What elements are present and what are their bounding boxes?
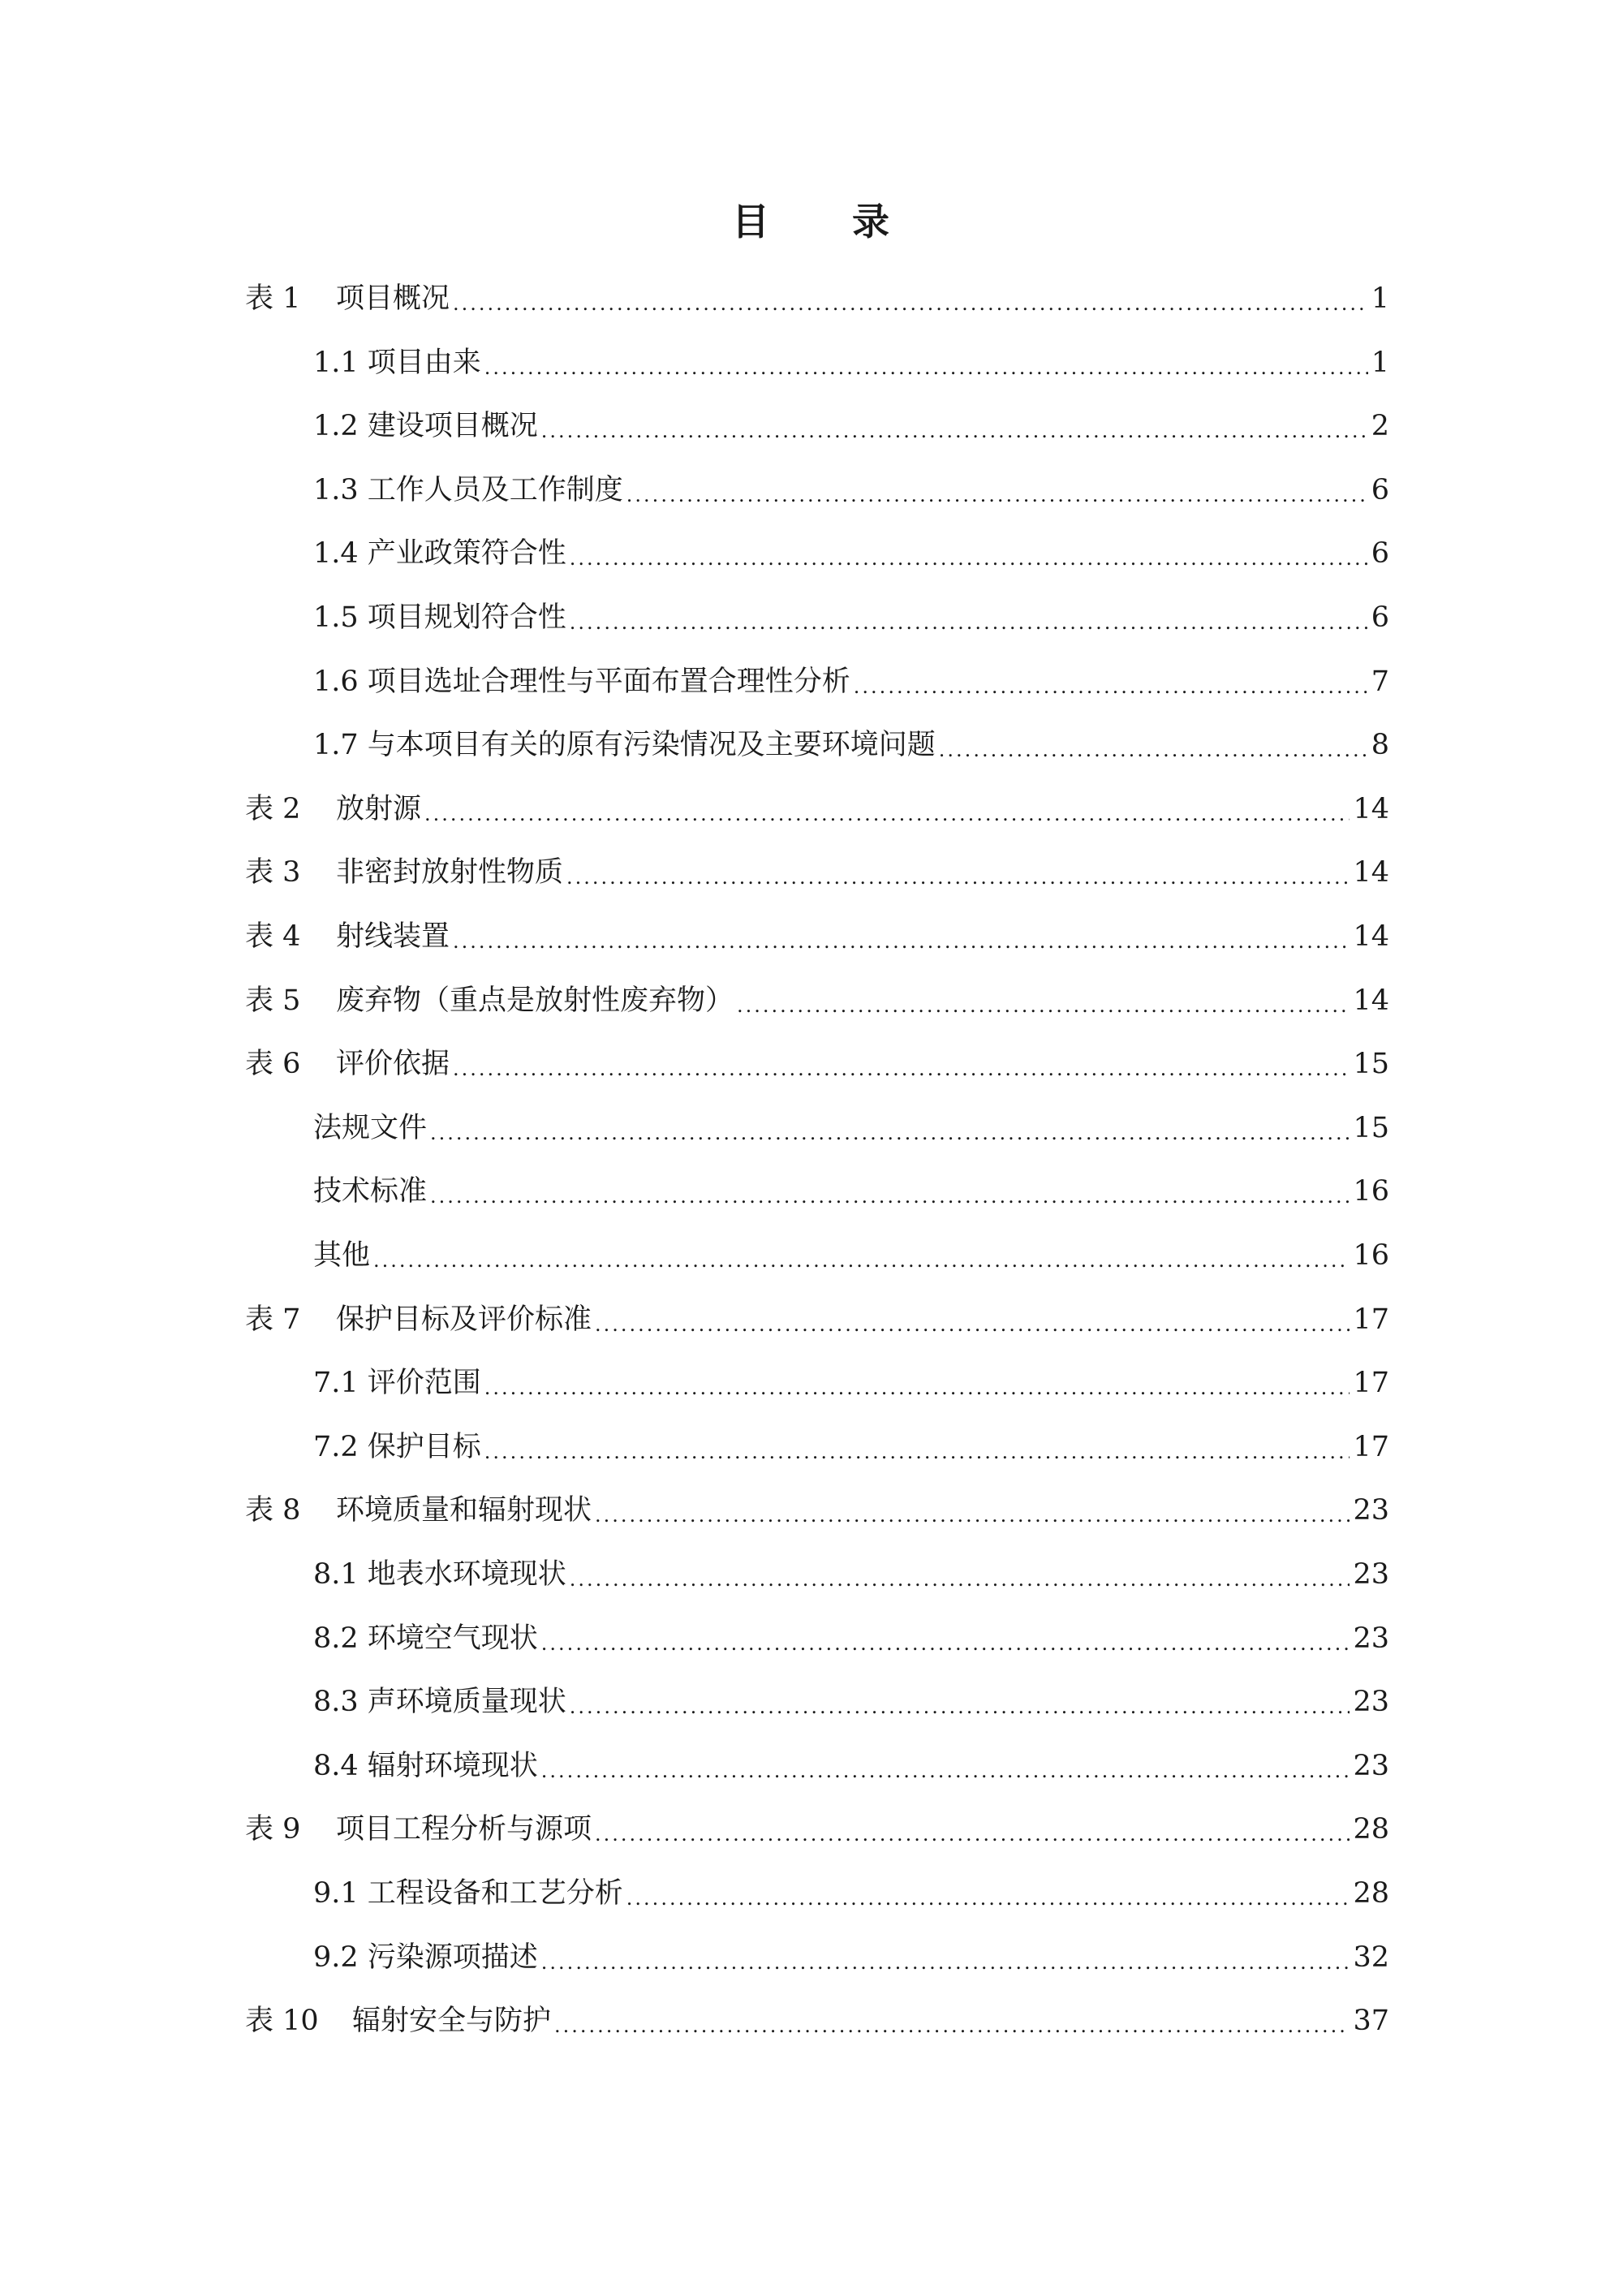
toc-dot-leader [595,1302,1350,1338]
toc-dot-leader [595,1811,1350,1847]
toc-entry-label [245,791,421,827]
toc-entry-label [313,1110,427,1146]
toc-entry-label [313,1238,370,1273]
toc-page-number: 6 [1371,601,1389,634]
toc-entry-label [245,1811,592,1847]
toc-dot-leader [737,983,1350,1019]
toc-dot-leader [373,1238,1350,1273]
toc-entry-label [245,855,563,890]
toc-entry-table-number: 表 9 [245,1813,301,1846]
toc-page-number: 17 [1353,1431,1389,1463]
toc-entry[interactable] [245,1480,1389,1528]
toc-entry-label [313,1621,538,1656]
toc-entry-title: 其他 [313,1239,371,1272]
toc-dot-leader [424,791,1350,827]
toc-entry-table-number: 表 6 [245,1048,301,1080]
toc-page-number: 23 [1353,1558,1389,1591]
toc-entry-title: 废弃物（重点是放射性废弃物） [336,984,734,1017]
toc-entry-label [245,281,450,317]
toc-dot-leader [626,472,1368,508]
toc-entry-table-number: 表 3 [245,856,301,889]
toc-entry-title: 项目工程分析与源项 [336,1813,592,1846]
toc-entry-title: 射线装置 [336,920,450,953]
toc-dot-leader [541,1621,1350,1656]
toc-entry[interactable] [313,1927,1389,1975]
toc-dot-leader [566,855,1350,890]
toc-dot-leader [484,1365,1350,1401]
toc-page-number: 8 [1371,729,1389,761]
toc-entry[interactable] [313,395,1389,444]
toc-entry-table-number: 表 4 [245,920,301,953]
toc-entry-title: 1.4 产业政策符合性 [313,537,566,570]
toc-entry-title: 7.1 评价范围 [313,1367,481,1399]
toc-page-number: 23 [1353,1750,1389,1782]
toc-entry-label [313,600,566,635]
toc-entry[interactable] [313,1735,1389,1784]
toc-entry[interactable] [245,778,1389,827]
toc-entry-title: 8.2 环境空气现状 [313,1622,538,1655]
toc-entry[interactable] [313,1416,1389,1465]
toc-page-number: 7 [1371,666,1389,698]
toc-entry-label [313,1557,566,1592]
toc-page-number: 16 [1353,1175,1389,1208]
toc-entry-label [313,1940,538,1975]
toc-entry-title: 环境质量和辐射现状 [336,1494,592,1527]
toc-entry-label [313,345,481,381]
toc-page-number: 15 [1353,1048,1389,1080]
toc-entry-title: 技术标准 [313,1175,428,1208]
toc-entry[interactable] [245,842,1389,890]
toc-entry-title: 7.2 保护目标 [313,1431,481,1463]
toc-entry[interactable] [313,1608,1389,1656]
toc-entry-title: 非密封放射性物质 [336,856,564,889]
toc-dot-leader [626,1876,1350,1911]
toc-entry-table-number: 表 1 [245,282,301,315]
title-char-left: 目 [732,200,771,243]
toc-page-number: 2 [1371,410,1389,442]
toc-entry-label [313,1876,623,1911]
toc-entry-title: 1.6 项目选址合理性与平面布置合理性分析 [313,666,850,698]
toc-page-number: 28 [1353,1877,1389,1910]
toc-entry-label [313,1174,427,1209]
toc-entry-title: 放射源 [336,793,422,825]
toc-page-number: 32 [1353,1941,1389,1974]
toc-entry-label [313,408,538,444]
toc-entry[interactable] [313,1225,1389,1273]
toc-entry-title: 8.3 声环境质量现状 [313,1686,566,1718]
toc-entry[interactable] [245,970,1389,1019]
toc-dot-leader [430,1110,1350,1146]
toc-entry[interactable] [313,1863,1389,1911]
toc-page-number: 6 [1371,537,1389,570]
toc-page-number: 1 [1371,282,1389,315]
toc-dot-leader [484,345,1368,381]
toc-dot-leader [570,1557,1350,1592]
toc-entry[interactable] [313,587,1389,635]
page-title [0,193,1623,250]
toc-page-number: 23 [1353,1686,1389,1718]
toc-entry[interactable] [245,906,1389,954]
toc-entry[interactable] [313,1544,1389,1592]
toc-dot-leader [554,2003,1350,2039]
toc-entry-title: 1.1 项目由来 [313,347,481,379]
toc-entry-table-number: 表 10 [245,2005,319,2037]
toc-entry-label [313,664,850,700]
toc-entry-label [245,1302,592,1338]
toc-entry[interactable] [245,268,1389,317]
toc-entry[interactable] [313,523,1389,571]
toc-entry[interactable] [313,1097,1389,1146]
toc-page-number: 28 [1353,1813,1389,1846]
toc-dot-leader [430,1174,1350,1209]
toc-page-number: 23 [1353,1494,1389,1527]
toc-entry[interactable] [245,1289,1389,1338]
toc-dot-leader [570,600,1368,635]
toc-entry[interactable] [313,651,1389,700]
toc-entry-title: 法规文件 [313,1112,428,1144]
toc-entry-title: 1.2 建设项目概况 [313,410,538,442]
toc-entry-label [313,1748,538,1784]
toc-dot-leader [595,1493,1350,1528]
toc-entry-label [313,472,623,508]
toc-entry-label [313,536,566,571]
toc-entry-table-number: 表 2 [245,793,301,825]
toc-page-number: 17 [1353,1303,1389,1336]
toc-entry-label [313,1429,481,1465]
toc-page-number: 14 [1353,920,1389,953]
toc-entry-label [313,727,936,763]
title-char-right: 录 [852,200,891,243]
toc-dot-leader [854,664,1368,700]
toc-entry-title: 9.2 污染源项描述 [313,1941,538,1974]
toc-page-number: 16 [1353,1239,1389,1272]
toc-entry-table-number: 表 8 [245,1494,301,1527]
toc-dot-leader [939,727,1368,763]
toc-entry-title: 8.1 地表水环境现状 [313,1558,566,1591]
toc-dot-leader [453,919,1350,954]
toc-entry-label [245,1493,592,1528]
toc-entry[interactable] [313,459,1389,508]
toc-entry-label [313,1365,481,1401]
toc-entry[interactable] [313,332,1389,381]
toc-dot-leader [453,1046,1350,1082]
toc-entry-table-number: 表 7 [245,1303,301,1336]
toc-page-number: 37 [1353,2005,1389,2037]
toc-entry-label [245,2003,551,2039]
toc-entry-title: 1.5 项目规划符合性 [313,601,566,634]
toc-entry[interactable] [245,1798,1389,1847]
toc-dot-leader [541,1748,1350,1784]
toc-entry-label [245,919,450,954]
toc-page-number: 23 [1353,1622,1389,1655]
toc-dot-leader [541,408,1368,444]
toc-page-number: 6 [1371,474,1389,506]
toc-entry-table-number: 表 5 [245,984,301,1017]
toc-dot-leader [484,1429,1350,1465]
toc-page-number: 14 [1353,984,1389,1017]
toc-entry[interactable] [313,1161,1389,1209]
toc-entry[interactable] [245,1033,1389,1082]
toc-entry-title: 辐射安全与防护 [352,2005,552,2037]
toc-entry-title: 评价依据 [336,1048,450,1080]
toc-entry-title: 保护目标及评价标准 [336,1303,592,1336]
toc-page-number: 1 [1371,347,1389,379]
toc-dot-leader [453,281,1368,317]
toc-page-number: 15 [1353,1112,1389,1144]
toc-entry-title: 1.3 工作人员及工作制度 [313,474,623,506]
toc-entry[interactable] [313,1671,1389,1720]
toc-entry-label [313,1684,566,1720]
toc-entry-title: 1.7 与本项目有关的原有污染情况及主要环境问题 [313,729,936,761]
toc-dot-leader [541,1940,1350,1975]
toc-entry-label [245,983,734,1019]
toc-entry[interactable] [245,1990,1389,2039]
toc-page-number: 14 [1353,793,1389,825]
toc-entry[interactable] [313,1352,1389,1401]
toc-entry-title: 9.1 工程设备和工艺分析 [313,1877,623,1910]
toc-dot-leader [570,1684,1350,1720]
toc-entry[interactable] [313,714,1389,763]
toc-entry-title: 8.4 辐射环境现状 [313,1750,538,1782]
toc-page-number: 17 [1353,1367,1389,1399]
toc-page-number: 14 [1353,856,1389,889]
toc-dot-leader [570,536,1368,571]
toc-entry-label [245,1046,450,1082]
toc-entry-title: 项目概况 [336,282,450,315]
